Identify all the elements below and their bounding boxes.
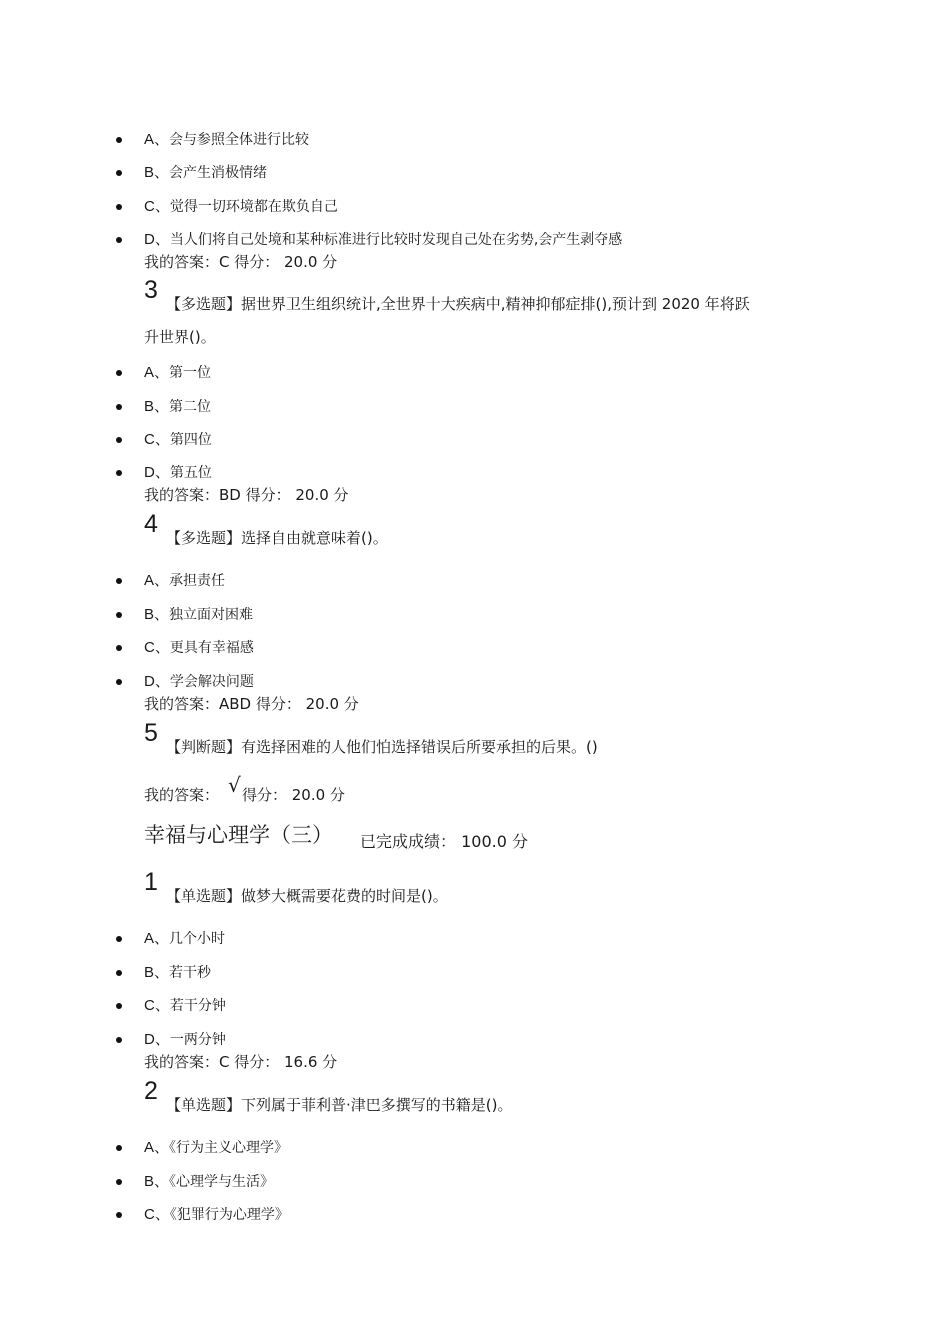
question-number: 1 bbox=[144, 868, 158, 896]
option-c[interactable] bbox=[144, 639, 254, 657]
bullet bbox=[116, 437, 122, 443]
bullet bbox=[116, 404, 122, 410]
bullet bbox=[116, 137, 122, 143]
option-text: 觉得一切环境都在欺负自己 bbox=[169, 199, 338, 215]
answer-line: 我的答案：C 得分： 16.6 分 bbox=[144, 1053, 338, 1071]
bullet bbox=[116, 470, 122, 476]
answer-line: 我的答案：ABD 得分： 20.0 分 bbox=[144, 695, 359, 713]
option-a[interactable] bbox=[144, 131, 309, 149]
bullet bbox=[116, 1145, 122, 1151]
question-number: 5 bbox=[144, 719, 158, 747]
option-a[interactable] bbox=[144, 930, 225, 948]
option-d[interactable] bbox=[144, 1031, 226, 1049]
option-letter: A、 bbox=[144, 364, 170, 381]
option-letter: D、 bbox=[144, 231, 170, 248]
question-text: 【判断题】有选择困难的人他们怕选择错误后所要承担的后果。() bbox=[166, 738, 598, 756]
option-a[interactable] bbox=[144, 572, 225, 590]
option-letter: B、 bbox=[144, 964, 170, 981]
option-letter: A、 bbox=[144, 1139, 170, 1156]
answer-line: 我的答案： bbox=[144, 786, 220, 804]
option-text: 第一位 bbox=[169, 365, 212, 381]
question-text: 【单选题】做梦大概需要花费的时间是()。 bbox=[166, 887, 448, 905]
bullet bbox=[116, 645, 122, 651]
bullet bbox=[116, 578, 122, 584]
bullet bbox=[116, 612, 122, 618]
option-text: 第五位 bbox=[169, 465, 212, 481]
option-letter: A、 bbox=[144, 131, 170, 148]
question-text-continued: 升世界()。 bbox=[144, 328, 216, 346]
answer-score: 得分： 20.0 分 bbox=[242, 786, 345, 804]
bullet bbox=[116, 1179, 122, 1185]
option-text: 当人们将自己处境和某种标准进行比较时发现自己处在劣势,会产生剥夺感 bbox=[169, 232, 623, 248]
option-text: 会与参照全体进行比较 bbox=[169, 132, 310, 148]
question-number: 4 bbox=[144, 510, 158, 538]
option-c[interactable] bbox=[144, 1206, 289, 1224]
bullet bbox=[116, 1003, 122, 1009]
option-d[interactable] bbox=[144, 231, 622, 249]
option-text: 学会解决问题 bbox=[169, 674, 254, 690]
option-c[interactable] bbox=[144, 997, 226, 1015]
option-b[interactable] bbox=[144, 398, 211, 416]
option-text: 几个小时 bbox=[169, 931, 226, 947]
question-text: 【多选题】据世界卫生组织统计,全世界十大疾病中,精神抑郁症排(),预计到 2020 年将跃 bbox=[166, 295, 750, 313]
option-text: 会产生消极情绪 bbox=[169, 165, 268, 181]
option-text: 一两分钟 bbox=[169, 1032, 226, 1048]
option-text: 第四位 bbox=[169, 432, 212, 448]
bullet bbox=[116, 237, 122, 243]
option-letter: C、 bbox=[144, 639, 170, 656]
option-letter: C、 bbox=[144, 198, 170, 215]
option-text: 若干秒 bbox=[169, 965, 212, 981]
option-b[interactable] bbox=[144, 164, 267, 182]
option-c[interactable] bbox=[144, 198, 338, 216]
option-letter: A、 bbox=[144, 572, 170, 589]
bullet bbox=[116, 679, 122, 685]
bullet bbox=[116, 1037, 122, 1043]
option-text: 更具有幸福感 bbox=[169, 640, 254, 656]
bullet bbox=[116, 936, 122, 942]
option-a[interactable] bbox=[144, 1139, 288, 1157]
option-letter: C、 bbox=[144, 997, 170, 1014]
option-letter: B、 bbox=[144, 1173, 170, 1190]
section-status: 已完成成绩： 100.0 分 bbox=[360, 832, 528, 851]
question-text: 【单选题】下列属于菲利普·津巴多撰写的书籍是()。 bbox=[166, 1096, 513, 1114]
check-mark-icon: √ bbox=[228, 773, 241, 797]
option-text: 第二位 bbox=[169, 399, 212, 415]
bullet bbox=[116, 970, 122, 976]
option-letter: D、 bbox=[144, 464, 170, 481]
option-b[interactable] bbox=[144, 1173, 274, 1191]
section-title: 幸福与心理学（三） bbox=[144, 823, 333, 847]
option-letter: C、 bbox=[144, 1206, 170, 1223]
option-letter: D、 bbox=[144, 673, 170, 690]
option-letter: C、 bbox=[144, 431, 170, 448]
bullet bbox=[116, 370, 122, 376]
option-text: 若干分钟 bbox=[169, 998, 226, 1014]
answer-line: 我的答案：BD 得分： 20.0 分 bbox=[144, 486, 349, 504]
option-c[interactable] bbox=[144, 431, 212, 449]
option-text: 《行为主义心理学》 bbox=[169, 1140, 289, 1156]
option-text: 承担责任 bbox=[169, 573, 226, 589]
option-letter: B、 bbox=[144, 164, 170, 181]
option-letter: A、 bbox=[144, 930, 170, 947]
option-text: 独立面对困难 bbox=[169, 607, 254, 623]
bullet bbox=[116, 1212, 122, 1218]
option-text: 《心理学与生活》 bbox=[169, 1174, 275, 1190]
option-letter: B、 bbox=[144, 398, 170, 415]
question-number: 3 bbox=[144, 276, 158, 304]
answer-line: 我的答案：C 得分： 20.0 分 bbox=[144, 253, 338, 271]
option-b[interactable] bbox=[144, 964, 211, 982]
option-letter: B、 bbox=[144, 606, 170, 623]
option-d[interactable] bbox=[144, 464, 212, 482]
option-a[interactable] bbox=[144, 364, 211, 382]
question-text: 【多选题】选择自由就意味着()。 bbox=[166, 529, 388, 547]
question-number: 2 bbox=[144, 1077, 158, 1105]
option-text: 《犯罪行为心理学》 bbox=[169, 1207, 289, 1223]
option-d[interactable] bbox=[144, 673, 254, 691]
option-letter: D、 bbox=[144, 1031, 170, 1048]
bullet bbox=[116, 170, 122, 176]
option-b[interactable] bbox=[144, 606, 253, 624]
bullet bbox=[116, 204, 122, 210]
